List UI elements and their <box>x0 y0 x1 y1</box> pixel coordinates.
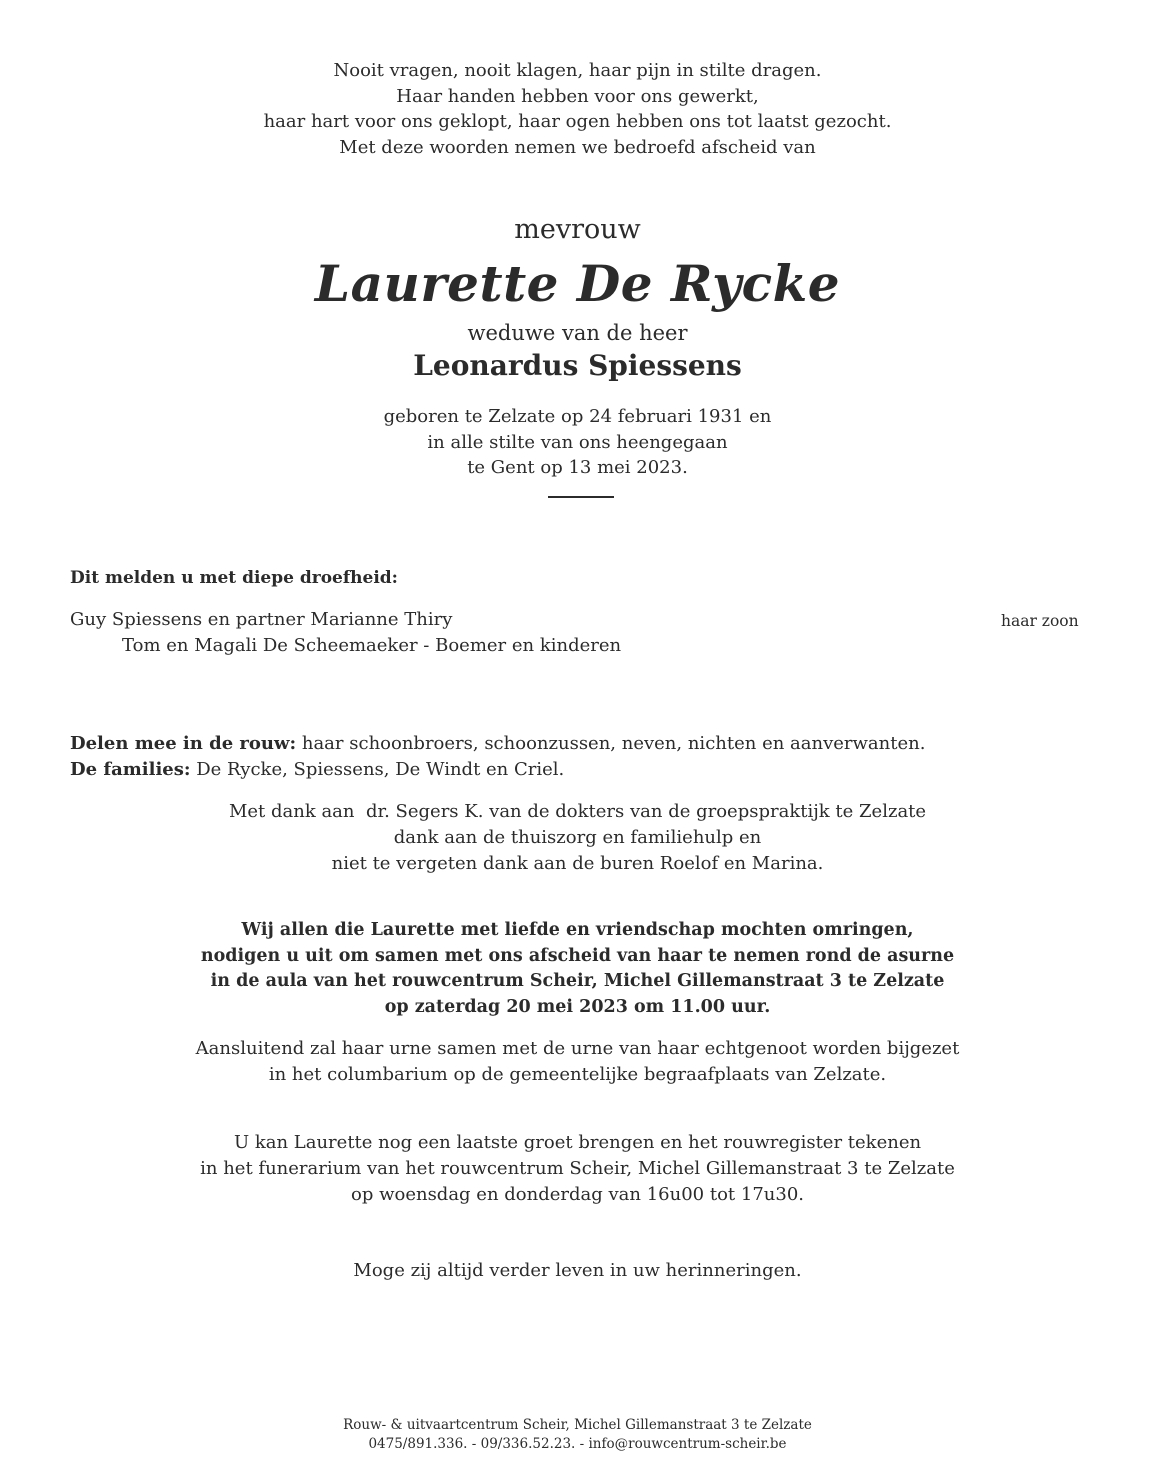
poem-line: Met deze woorden nemen we bedroefd afscheid van <box>339 136 816 158</box>
thanks-line: niet te vergeten dank aan de buren Roelof en Marina. <box>331 853 824 874</box>
family-line: Tom en Magali De Scheemaeker - Boemer en kinderen <box>122 635 622 656</box>
mourning-text: haar schoonbroers, schoonzussen, neven, nichten en aanverwanten. <box>296 733 926 754</box>
families-text: De Rycke, Spiessens, De Windt en Criel. <box>190 759 565 780</box>
dates-line: te Gent op 13 mei 2023. <box>467 457 688 478</box>
urn-section <box>0 1036 1155 1088</box>
mourning-section <box>70 731 925 783</box>
deceased-name: Laurette De Rycke <box>314 254 841 313</box>
visit-section <box>0 1130 1155 1208</box>
thanks-section <box>0 799 1155 877</box>
invitation-line: Wij allen die Laurette met liefde en vriendschap mochten omringen, <box>241 920 914 940</box>
spouse-name: Leonardus Spiessens <box>413 349 742 382</box>
footer-address: Rouw- & uitvaartcentrum Scheir, Michel Gillemanstraat 3 te Zelzate <box>343 1417 812 1433</box>
families-line <box>70 757 925 783</box>
footer <box>0 1416 1155 1454</box>
visit-line: U kan Laurette nog een laatste groet brengen en het rouwregister tekenen <box>233 1132 922 1153</box>
urn-line: in het columbarium op de gemeentelijke begraafplaats van Zelzate. <box>268 1064 887 1085</box>
opening-poem <box>0 58 1155 160</box>
urn-line: Aansluitend zal haar urne samen met de urne van haar echtgenoot worden bijgezet <box>195 1038 960 1059</box>
thanks-line: Met dank aan dr. Segers K. van de dokters van de groepspraktijk te Zelzate <box>228 801 927 822</box>
closing-line: Moge zij altijd verder leven in uw herinneringen. <box>353 1260 802 1281</box>
dates-line: in alle stilte van ons heengegaan <box>427 431 728 453</box>
invitation-line: nodigen u uit om samen met ons afscheid van haar te nemen rond de asurne <box>200 945 955 966</box>
mourning-line <box>70 731 925 757</box>
title-prefix: mevrouw <box>514 214 641 245</box>
families-label: De families: <box>70 759 191 780</box>
spouse-intro: weduwe van de heer <box>467 321 688 345</box>
family-line: Guy Spiessens en partner Marianne Thiry <box>70 609 453 630</box>
divider-rule <box>548 496 614 498</box>
dates-line: geboren te Zelzate op 24 februari 1931 en <box>383 406 772 427</box>
poem-line: haar hart voor ons geklopt, haar ogen hebben ons tot laatst gezocht. <box>263 111 892 132</box>
thanks-line: dank aan de thuiszorg en familiehulp en <box>393 827 762 848</box>
footer-contact: 0475/891.336. - 09/336.52.23. - info@rouwcentrum-scheir.be <box>368 1436 787 1452</box>
poem-line: Nooit vragen, nooit klagen, haar pijn in stilte dragen. <box>333 60 822 81</box>
invitation-section <box>0 918 1155 1020</box>
visit-line: op woensdag en donderdag van 16u00 tot 17u30. <box>351 1184 804 1205</box>
visit-line: in het funerarium van het rouwcentrum Scheir, Michel Gillemanstraat 3 te Zelzate <box>200 1158 955 1179</box>
mourning-label: Delen mee in de rouw: <box>70 733 297 754</box>
family-relation: haar zoon <box>1001 612 1079 630</box>
announcement-heading: Dit melden u met diepe droefheid: <box>70 568 398 588</box>
poem-line: Haar handen hebben voor ons gewerkt, <box>396 85 759 107</box>
life-dates <box>0 404 1155 481</box>
invitation-line: op zaterdag 20 mei 2023 om 11.00 uur. <box>384 996 771 1017</box>
invitation-line: in de aula van het rouwcentrum Scheir, Michel Gillemanstraat 3 te Zelzate <box>210 971 945 991</box>
